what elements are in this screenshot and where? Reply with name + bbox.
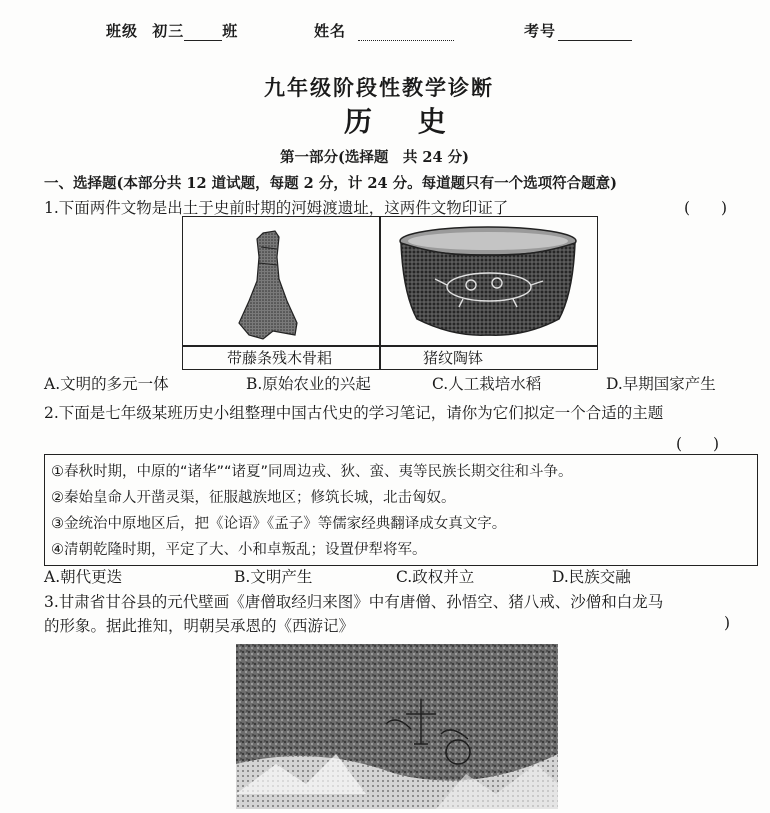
q1-artifact-table xyxy=(182,216,598,370)
section-instructions: 一、选择题(本部分共 12 道试题，每题 2 分，计 24 分。每道题只有一个选项符合题意) xyxy=(44,175,617,192)
name-label: 姓名 xyxy=(314,22,347,40)
q2-option-c[interactable]: C.政权并立 xyxy=(396,568,475,586)
mural-image xyxy=(236,644,558,809)
q2-answer-paren[interactable]: ( ) xyxy=(676,435,720,453)
exam-no-label: 考号 xyxy=(524,22,557,40)
q2-stem: 2.下面是七年级某班历史小组整理中国古代史的学习笔记，请你为它们拟定一个合适的主题 xyxy=(44,404,664,422)
class-label: 班级 xyxy=(106,22,139,40)
pig-pattern-bowl-image xyxy=(393,223,583,341)
exam-no-blank[interactable] xyxy=(558,39,632,41)
class-field xyxy=(106,20,238,41)
caption-pig-bowl: 猪纹陶钵 xyxy=(423,349,484,367)
q3-stem-line1: 3.甘肃省甘谷县的元代壁画《唐僧取经归来图》中有唐僧、孙悟空、猪八戒、沙僧和白龙马 xyxy=(44,593,664,611)
class-blank[interactable] xyxy=(184,39,222,41)
caption-bone-spade: 带藤条残木骨耜 xyxy=(227,349,333,367)
q1-option-b[interactable]: B.原始农业的兴起 xyxy=(246,375,371,393)
q2-notes-box xyxy=(44,454,758,566)
q1-answer-paren[interactable]: ( ) xyxy=(684,199,728,217)
q2-option-d[interactable]: D.民族交融 xyxy=(552,568,631,586)
class-suffix: 班 xyxy=(222,22,239,40)
q3-stem-line2: 的形象。据此推知，明朝吴承恩的《西游记》 xyxy=(44,617,355,635)
q2-option-b[interactable]: B.文明产生 xyxy=(234,568,313,586)
exam-title: 九年级阶段性教学诊断 xyxy=(264,75,494,100)
note-item: ④清朝乾隆时期，平定了大、小和卓叛乱；设置伊犁将军。 xyxy=(51,542,427,558)
name-blank[interactable] xyxy=(358,39,454,41)
subject-title: 历 史 xyxy=(344,105,464,138)
notes-list xyxy=(51,459,573,563)
q1-option-c[interactable]: C.人工栽培水稻 xyxy=(432,375,542,393)
note-item: ②秦始皇命人开凿灵渠，征服越族地区；修筑长城，北击匈奴。 xyxy=(51,490,456,506)
exam-no-field xyxy=(524,20,632,41)
mural-photo xyxy=(236,644,558,809)
q2-option-a[interactable]: A.朝代更迭 xyxy=(44,568,123,586)
q1-stem: 1.下面两件文物是出土于史前时期的河姆渡遗址，这两件文物印证了 xyxy=(44,199,509,217)
q1-option-d[interactable]: D.早期国家产生 xyxy=(606,375,716,393)
note-item: ③金统治中原地区后，把《论语》《孟子》等儒家经典翻译成女真文字。 xyxy=(51,516,507,532)
q1-option-a[interactable]: A.文明的多元一体 xyxy=(44,375,169,393)
q3-answer-paren[interactable]: ) xyxy=(724,614,731,632)
note-item: ①春秋时期，中原的“诸华”“诸夏”同周边戎、狄、蛮、夷等民族长期交往和斗争。 xyxy=(51,464,573,480)
name-field xyxy=(314,20,454,41)
bone-spade-image xyxy=(229,227,309,343)
class-value: 初三 xyxy=(152,22,185,40)
part1-heading: 第一部分(选择题 共 24 分) xyxy=(280,149,469,166)
